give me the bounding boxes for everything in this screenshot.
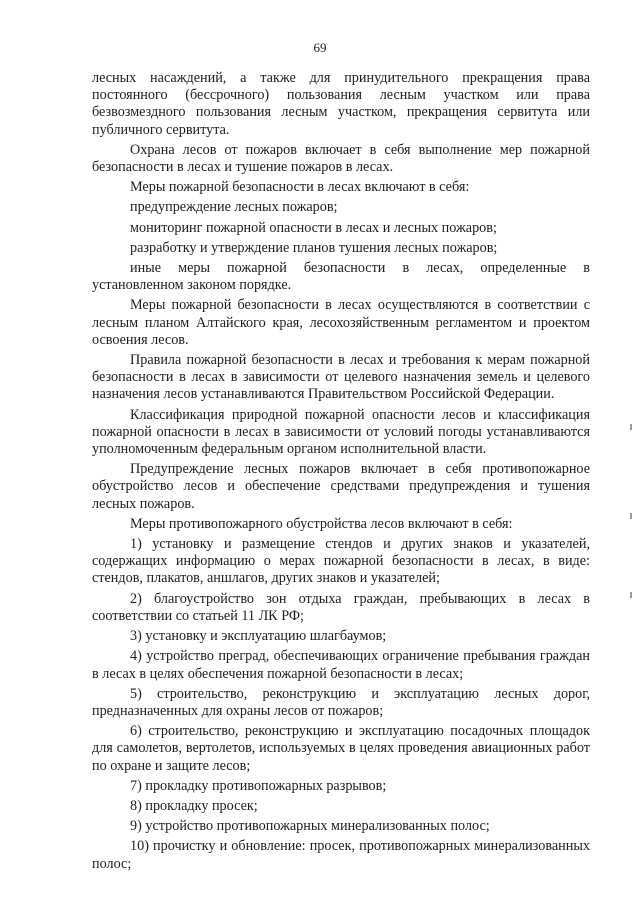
list-item: 8) прокладку просек;: [130, 797, 258, 814]
paragraph: Меры пожарной безопасности в лесах осуществляются в соответствии с лесным планом Алтайского края, лесохозяйственным регламентом и проектом освоения лесов.: [92, 297, 590, 348]
page-number: 69: [313, 40, 327, 55]
list-item: 5) строительство, реконструкцию и эксплуатацию лесных дорог, предназначенных для охраны лесов от пожаров;: [92, 685, 590, 719]
scan-margin-mark: [630, 513, 632, 519]
list-item: 1) установку и размещение стендов и других знаков и указателей, содержащих информацию о мерах пожарной безопасности в лесах, в виде: стендов, плакатов, аншлагов, других знаков и указателей;: [92, 536, 590, 587]
list-item: 10) прочистку и обновление: просек, противопожарных минерализованных полос;: [92, 838, 590, 872]
list-item: разработку и утверждение планов тушения лесных пожаров;: [130, 239, 498, 256]
paragraph: Предупреждение лесных пожаров включает в себя противопожарное обустройство лесов и обеспечение средствами предупреждения и тушения лесных пожаров.: [92, 461, 590, 512]
scan-margin-mark: [630, 424, 632, 430]
list-item: 4) устройство преград, обеспечивающих ограничение пребывания граждан в лесах в целях обеспечения пожарной безопасности в лесах;: [92, 648, 590, 682]
list-item: предупреждение лесных пожаров;: [130, 199, 338, 216]
paragraph: Классификация природной пожарной опасности лесов и классификация пожарной опасности в лесах в зависимости от условий погоды устанавливаются уполномоченным федеральным органом исполнительной власти.: [92, 406, 590, 458]
document-body: [92, 70, 590, 873]
list-item: 2) благоустройство зон отдыха граждан, пребывающих в лесах в соответствии со статьей 11 ЛК РФ;: [92, 590, 590, 624]
list-item: 6) строительство, реконструкцию и эксплуатацию посадочных площадок для самолетов, вертолетов, используемых в целях проведения авиационных работ по охране и защите лесов;: [92, 723, 590, 774]
list-item: 3) установку и эксплуатацию шлагбаумов;: [130, 628, 387, 645]
list-item: иные меры пожарной безопасности в лесах, определенные в установленном законом порядке.: [92, 260, 590, 294]
paragraph: Меры пожарной безопасности в лесах включают в себя:: [130, 179, 470, 196]
list-item: 7) прокладку противопожарных разрывов;: [130, 777, 387, 794]
scan-margin-mark: [630, 592, 632, 598]
paragraph: Меры противопожарного обустройства лесов включают в себя:: [130, 515, 513, 532]
paragraph: Правила пожарной безопасности в лесах и требования к мерам пожарной безопасности в лесах в зависимости от целевого назначения земель и целевого назначения лесов устанавливаются Правительством Российской Федерации.: [92, 352, 590, 403]
paragraph: Охрана лесов от пожаров включает в себя выполнение мер пожарной безопасности в лесах и тушение пожаров в лесах.: [92, 141, 590, 176]
list-item: мониторинг пожарной опасности в лесах и лесных пожаров;: [130, 219, 497, 236]
list-item: 9) устройство противопожарных минерализованных полос;: [130, 818, 490, 835]
paragraph: лесных насаждений, а также для принудительного прекращения права постоянного (бессрочного) пользования лесным участком или права безвозмездного пользования лесным участком, прекращения сервитута или публичного сервитута.: [92, 70, 590, 138]
